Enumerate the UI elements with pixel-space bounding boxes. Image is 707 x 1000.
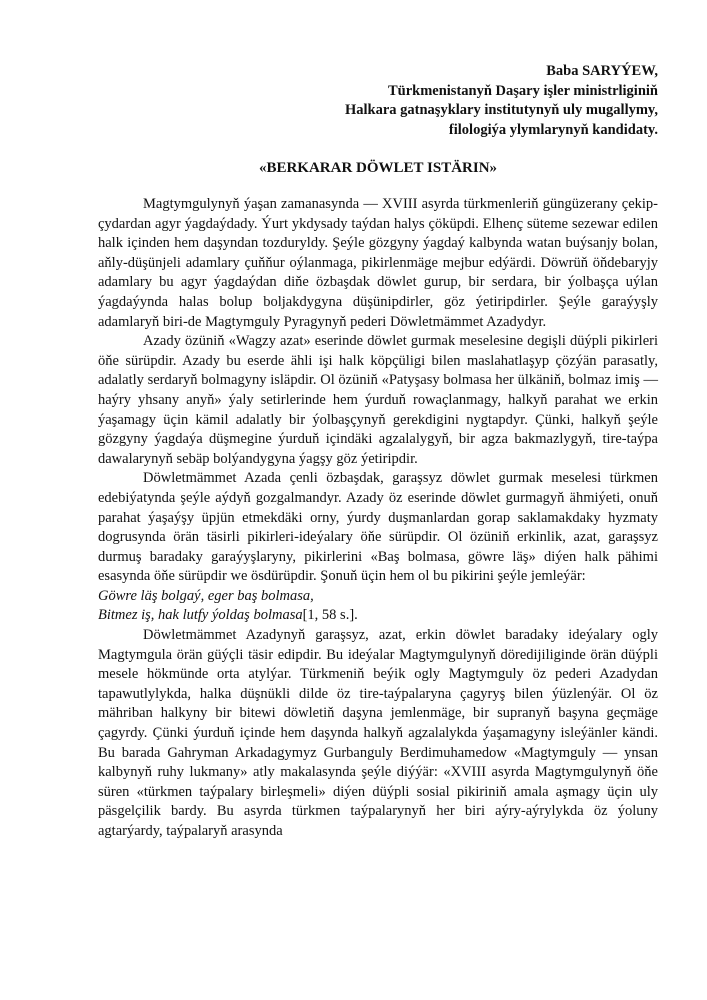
author-affiliation-1: Türkmenistanyň Daşary işler ministrliginiň	[387, 82, 658, 99]
paragraph-1: Magtymgulynyň ýaşan zamanasynda — XVIII asyrda türkmenleriň güngüzerany çekip-çydardan agyr ýagdaýdady. Ýurt ykdysady taýdan halys çöküpdi. Elhenç süteme sezewar edilen halk içinden hem daşyndan tozduryldy. Şeýle gözgyny ýagdaý kalbynda watan buýsanjy bolan, aňly-düşünjeli adamlary çuňňur oýlanmaga, pikirlenmäge mejbur edýärdi. Döwrüň öňdebaryjy adamlary bu agyr ýagdaýdan diňe özbaşdak döwlet gurup, bir serdara, bir ýolbaşça uýlan ýagdaýynda halas bolup boljakdygyna düşünipdirler, göz ýetiripdirler. Şeýle garaýyşly adamlaryň biri-de Magtymguly Pyragynyň pederi Döwletmämmet Azadydyr.	[98, 196, 658, 330]
article-title: «BERKARAR DÖWLET ISTÄRIN»	[258, 160, 498, 176]
document-page	[98, 62, 658, 842]
author-name: Baba SARYÝEW,	[546, 63, 658, 79]
poem-citation: [1, 58 s.].	[302, 607, 358, 624]
poem-line-2-text: Bitmez iş, hak lutfy ýoldaş bolmasa	[98, 607, 303, 624]
paragraph-3: Döwletmämmet Azada çenli özbaşdak, garaşsyz döwlet gurmak meselesi türkmen edebiýatynda şeýle aýdyň gozgalmandyr. Azady öz eserinde döwlet gurmagyň ähmiýeti, onuň parahat ýaşaýşy üpjün etmekdäki orny, ýurdy duşmanlardan gorap saklamakdaky hyzmaty dogrusynda örän täsirli pikirleri-ideýalary öňe sürüpdir. Ol özüniň erkinlik, azat, garaşsyz durmuş baradaky garaýyşlaryny, pikirlerini «Baş bolmasa, göwre läş» diýen halk pähimi esasynda öňe sürüpdir we ösdürüpdir. Şonuň üçin hem ol bu pikirini şeýle jemleýär:	[98, 470, 658, 585]
author-affiliation-2: Halkara gatnaşyklary institutynyň uly mugallymy,	[344, 102, 658, 118]
paragraph-2: Azady özüniň «Wagzy azat» eserinde döwlet gurmak meselesine degişli düýpli pikirleri öňe sürüpdir. Azady bu eserde ähli işi halk köpçüligi bilen maslahatlaşyp çözýän parasatly, adalatly serdaryň bolmagyny isläpdir. Ol özüniň «Patyşasy bolmasa her ülkäniň, bolmaz imiş — haýry yhsany anyň» ýaly setirlerinde hem ýurduň rowaçlanmagy, halkyň parahat we erkin ýaşamagy üçin kämil adalatly bir ýolbaşçynyň gerekdigini nygtapdyr. Çünki, halkyň şeýle gözgyny ýagdaýa düşmegine ýurduň içindäki agzalalygyň, bir agza bakmazlygyň, tire-taýpa dawalarynyň sebäp bolýandygyna ýagşy göz ýetiripdir.	[98, 333, 658, 467]
author-block	[98, 62, 658, 140]
paragraph-4: Döwletmämmet Azadynyň garaşsyz, azat, erkin döwlet baradaky ideýalary ogly Magtymgula örän güýçli täsir edipdir. Bu ideýalar Magtymgulynyň döredijiliginde örän düýpli mesele hökmünde orta atylýar. Türkmeniň beýik ogly Magtymguly öz pederi Azadydan tapawutlylykda, halka düşnükli dilde öz tire-taýpalaryna çagyryş bilen ýüzlenýär. Ol öz mähriban halkyny bir bitewi döwletiň daşyna jemlenmäge, bir supranyň başyna geçmäge çagyrdy. Çünki ýurduň içinde hem daşynda halkyň agzalalykda ýaşamagyny isleýänler kändi. Bu barada Gahryman Arkadagymyz Gurbanguly Berdimuhamedow «Magtymguly — ynsan kalbynyň ruhy lukmany» atly makalasynda şeýle diýýär: «XVIII asyrda Magtymgulynyň öňe süren «türkmen taýpalary birleşmeli» diýen düýpli sosial pikiriniň amala aşmagy üçin uly päsgelçilik bardy. Bu asyrda türkmen taýpalarynyň her biri aýry-aýrylykda öz ýoluny agtarýardy, taýpalaryň arasynda	[98, 627, 658, 839]
poem-line-2	[98, 606, 658, 626]
poem-line-1: Göwre läş bolgaý, eger baş bolmasa,	[98, 587, 314, 604]
author-degree: filologiýa ylymlarynyň kandidaty.	[448, 121, 658, 138]
